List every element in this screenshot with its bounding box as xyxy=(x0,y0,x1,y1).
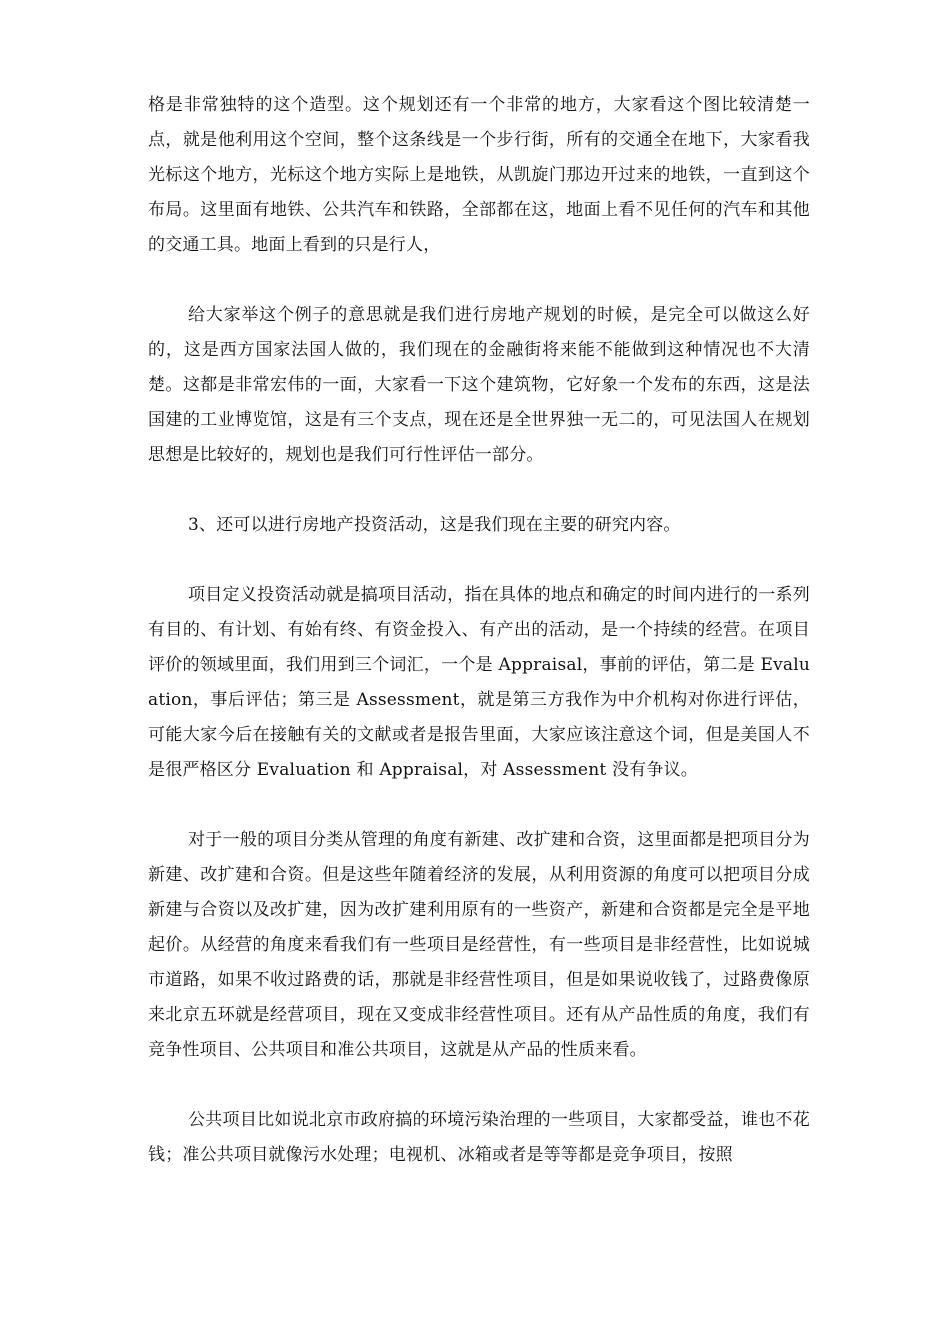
paragraph-6: 公共项目比如说北京市政府搞的环境污染治理的一些项目，大家都受益，谁也不花钱；准公共项目就像污水处理；电视机、冰箱或者是等等都是竞争项目，按照 xyxy=(148,1110,810,1165)
paragraph-2: 给大家举这个例子的意思就是我们进行房地产规划的时候，是完全可以做这么好的，这是西方国家法国人做的，我们现在的金融街将来能不能做到这种情况也不大清楚。这都是非常宏伟的一面，大家看一下这个建筑物，它好象一个发布的东西，这是法国建的工业博览馆，这是有三个支点，现在还是全世界独一无二的，可见法国人在规划思想是比较好的，规划也是我们可行性评估一部分。 xyxy=(148,305,810,465)
paragraph-5: 对于一般的项目分类从管理的角度有新建、改扩建和合资，这里面都是把项目分为新建、改扩建和合资。但是这些年随着经济的发展，从利用资源的角度可以把项目分成新建与合资以及改扩建，因为改扩建利用原有的一些资产，新建和合资都是完全是平地起价。从经营的角度来看我们有一些项目是经营性，有一些项目是非经营性，比如说城市道路，如果不收过路费的话，那就是非经营性项目，但是如果说收钱了，过路费像原来北京五环就是经营项目，现在又变成非经营性项目。还有从产品性质的角度，我们有竞争性项目、公共项目和准公共项目，这就是从产品的性质来看。 xyxy=(148,830,810,1060)
paragraph-3: 3、还可以进行房地产投资活动，这是我们现在主要的研究内容。 xyxy=(188,515,681,535)
document-body xyxy=(148,88,810,1173)
paragraph-1: 格是非常独特的这个造型。这个规划还有一个非常的地方，大家看这个图比较清楚一点，就是他利用这个空间，整个这条线是一个步行街，所有的交通全在地下，大家看我光标这个地方，光标这个地方实际上是地铁，从凯旋门那边开过来的地铁，一直到这个布局。这里面有地铁、公共汽车和铁路，全部都在这，地面上看不见任何的汽车和其他的交通工具。地面上看到的只是行人， xyxy=(148,95,810,255)
paragraph-4: 项目定义投资活动就是搞项目活动，指在具体的地点和确定的时间内进行的一系列有目的、有计划、有始有终、有资金投入、有产出的活动，是一个持续的经营。在项目评价的领域里面，我们用到三个词汇，一个是 Appraisal，事前的评估，第二是 Evaluation，事后评估；第三是 Assessment，就是第三方我作为中介机构对你进行评估，可能大家今后在接触有关的文献或者是报告里面，大家应该注意这个词，但是美国人不是很严格区分 Evaluation 和 Appraisal，对 Assessment 没有争议。 xyxy=(148,585,810,780)
